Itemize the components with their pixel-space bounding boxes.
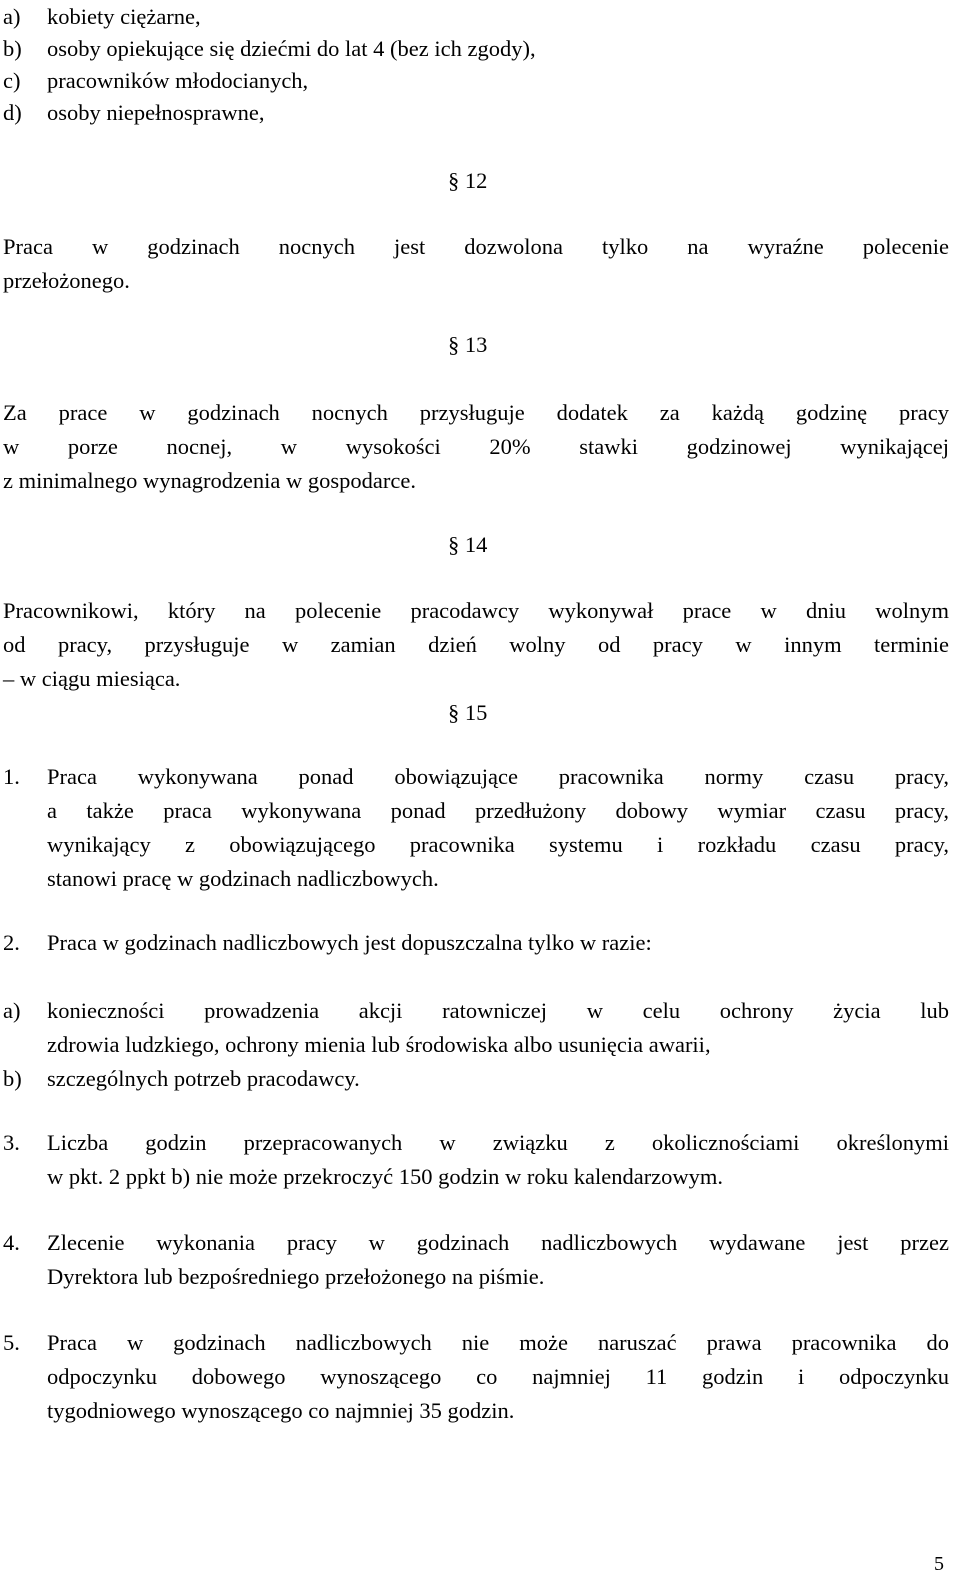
- point-number: 2.: [3, 930, 20, 955]
- paragraph-line: Praca w godzinach nadliczbowych nie może naruszać prawa pracownika do: [47, 1330, 949, 1355]
- paragraph-line: w pkt. 2 ppkt b) nie może przekroczyć 150 godzin w roku kalendarzowym.: [47, 1164, 724, 1189]
- paragraph-line: Dyrektora lub bezpośredniego przełożonego na piśmie.: [47, 1264, 545, 1289]
- list-item-text: kobiety ciężarne,: [47, 4, 201, 29]
- paragraph-line: wynikający z obowiązującego pracownika systemu i rozkładu czasu pracy,: [47, 832, 949, 857]
- paragraph-line: Liczba godzin przepracowanych w związku z okolicznościami określonymi: [47, 1130, 949, 1155]
- list-marker: c): [3, 68, 21, 93]
- paragraph-line: Praca wykonywana ponad obowiązujące pracownika normy czasu pracy,: [47, 764, 949, 789]
- paragraph-line: a także praca wykonywana ponad przedłużony dobowy wymiar czasu pracy,: [47, 798, 949, 823]
- list-item-text: pracowników młodocianych,: [47, 68, 309, 93]
- section-heading-15: § 15: [448, 700, 488, 725]
- paragraph-line: Praca w godzinach nadliczbowych jest dopuszczalna tylko w razie:: [47, 930, 652, 955]
- point-number: 5.: [3, 1330, 20, 1355]
- paragraph-line: od pracy, przysługuje w zamian dzień wolny od pracy w innym terminie: [3, 632, 949, 657]
- list-marker: b): [3, 1066, 22, 1091]
- section-heading-14: § 14: [448, 532, 488, 557]
- list-item-text: osoby opiekujące się dziećmi do lat 4 (bez ich zgody),: [47, 36, 536, 61]
- list-marker: d): [3, 100, 22, 125]
- list-marker: b): [3, 36, 22, 61]
- list-item-text: osoby niepełnosprawne,: [47, 100, 265, 125]
- section-heading-12: § 12: [448, 168, 488, 193]
- point-number: 3.: [3, 1130, 20, 1155]
- list-marker: a): [3, 998, 21, 1023]
- paragraph-line: szczególnych potrzeb pracodawcy.: [47, 1066, 360, 1091]
- paragraph-line: Praca w godzinach nocnych jest dozwolona tylko na wyraźne polecenie: [3, 234, 949, 259]
- paragraph-line: w porze nocnej, w wysokości 20% stawki godzinowej wynikającej: [3, 434, 949, 459]
- paragraph-line: stanowi pracę w godzinach nadliczbowych.: [47, 866, 439, 891]
- paragraph-line: Zlecenie wykonania pracy w godzinach nadliczbowych wydawane jest przez: [47, 1230, 949, 1255]
- paragraph-line: z minimalnego wynagrodzenia w gospodarce.: [3, 468, 416, 493]
- paragraph-line: tygodniowego wynoszącego co najmniej 35 godzin.: [47, 1398, 515, 1423]
- page-number: 5: [934, 1553, 944, 1575]
- paragraph-line: odpoczynku dobowego wynoszącego co najmniej 11 godzin i odpoczynku: [47, 1364, 949, 1389]
- paragraph-line: Pracownikowi, który na polecenie pracodawcy wykonywał prace w dniu wolnym: [3, 598, 949, 623]
- point-number: 1.: [3, 764, 20, 789]
- paragraph-line: – w ciągu miesiąca.: [3, 666, 181, 691]
- section-heading-13: § 13: [448, 332, 488, 357]
- point-number: 4.: [3, 1230, 20, 1255]
- paragraph-line: przełożonego.: [3, 268, 130, 293]
- list-marker: a): [3, 4, 21, 29]
- paragraph-line: konieczności prowadzenia akcji ratowniczej w celu ochrony życia lub: [47, 998, 949, 1023]
- paragraph-line: zdrowia ludzkiego, ochrony mienia lub środowiska albo usunięcia awarii,: [47, 1032, 711, 1057]
- paragraph-line: Za prace w godzinach nocnych przysługuje dodatek za każdą godzinę pracy: [3, 400, 949, 425]
